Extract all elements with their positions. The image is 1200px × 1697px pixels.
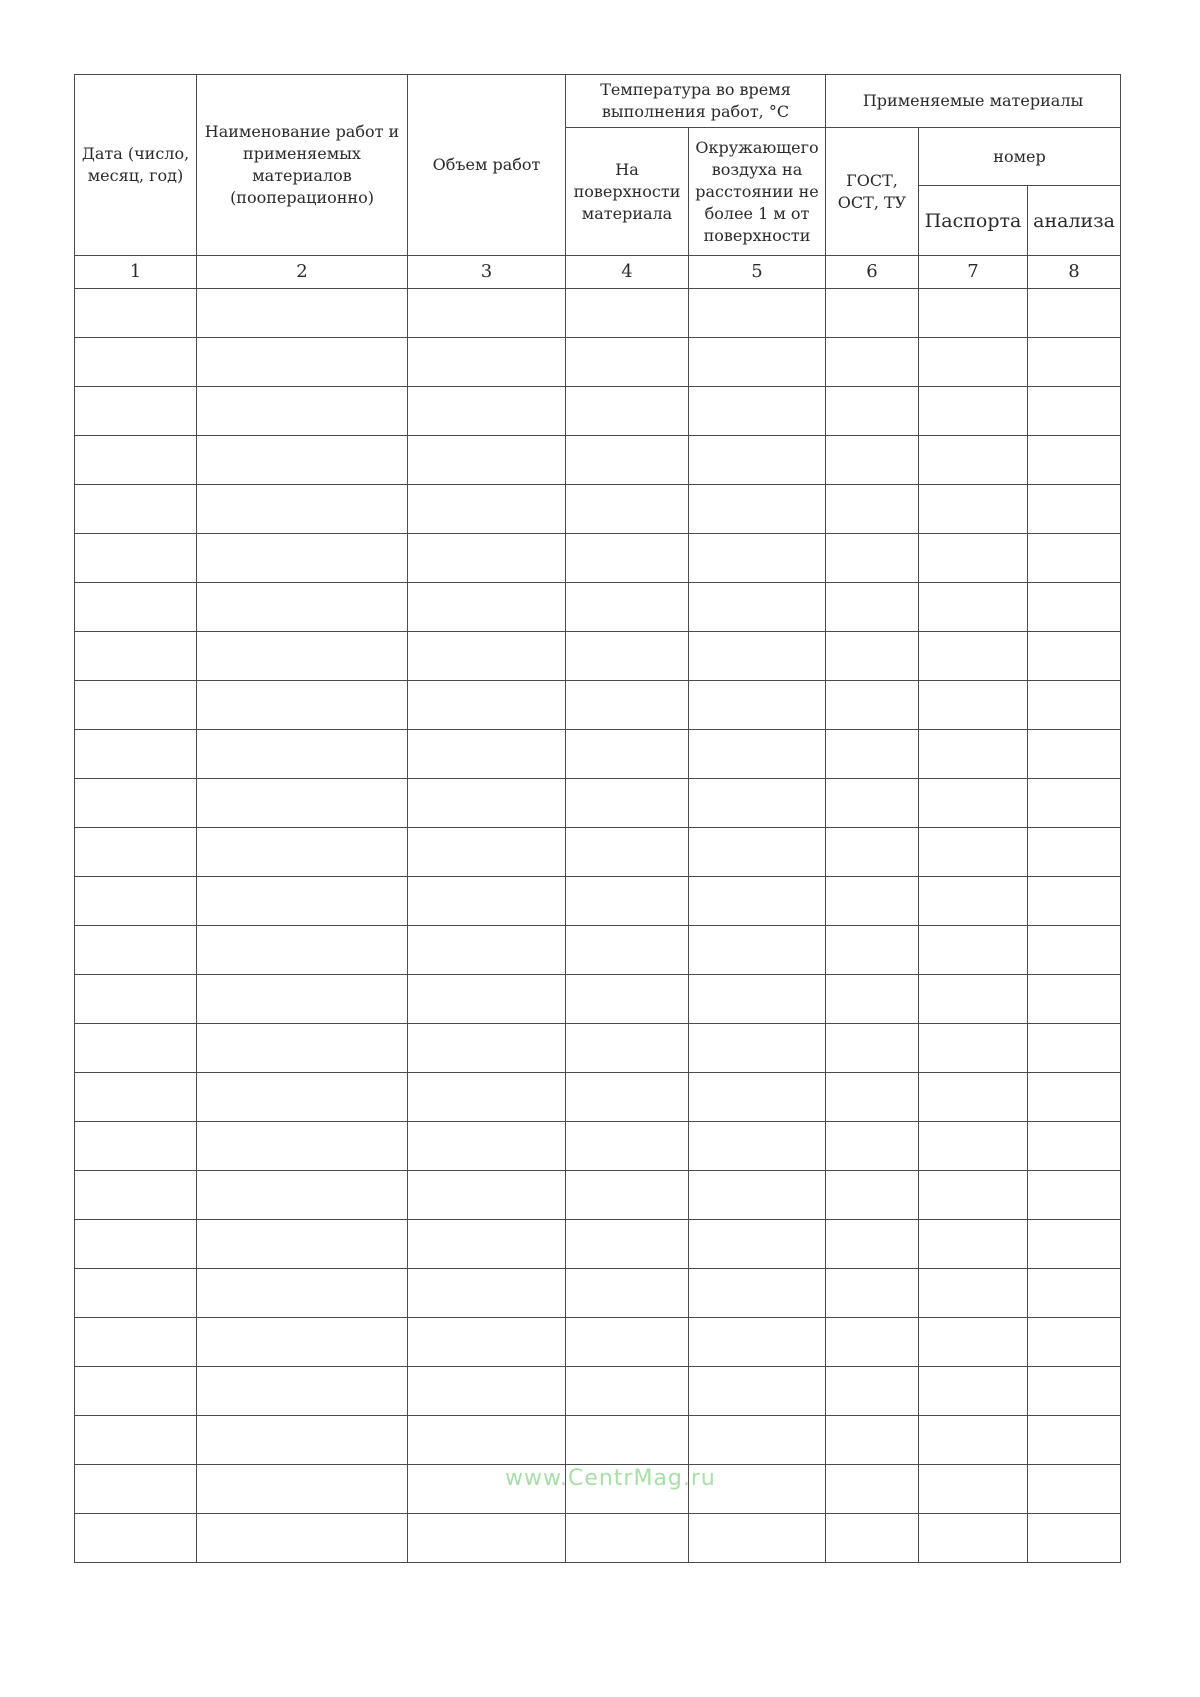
table-cell[interactable] — [826, 681, 919, 730]
table-cell[interactable] — [826, 1220, 919, 1269]
table-cell[interactable] — [197, 975, 408, 1024]
table-cell[interactable] — [1028, 828, 1121, 877]
table-row — [75, 1416, 1121, 1465]
table-cell[interactable] — [826, 1073, 919, 1122]
table-cell[interactable] — [689, 1122, 826, 1171]
table-cell[interactable] — [75, 681, 197, 730]
table-cell[interactable] — [919, 534, 1028, 583]
table-cell[interactable] — [826, 583, 919, 632]
table-cell[interactable] — [75, 583, 197, 632]
table-cell[interactable] — [408, 926, 566, 975]
header-materials-group: Применяемые материалы — [826, 75, 1121, 128]
table-cell[interactable] — [408, 681, 566, 730]
table-cell[interactable] — [197, 1220, 408, 1269]
table-cell[interactable] — [408, 436, 566, 485]
table-cell[interactable] — [566, 1171, 689, 1220]
table-cell[interactable] — [566, 583, 689, 632]
table-cell[interactable] — [919, 338, 1028, 387]
table-cell[interactable] — [826, 926, 919, 975]
table-cell[interactable] — [408, 1171, 566, 1220]
table-row — [75, 583, 1121, 632]
table-cell[interactable] — [919, 1465, 1028, 1514]
table-row — [75, 436, 1121, 485]
header-surface-temperature: На поверхности материала — [566, 128, 689, 256]
table-cell[interactable] — [919, 1220, 1028, 1269]
table-cell[interactable] — [408, 730, 566, 779]
table-cell[interactable] — [408, 1122, 566, 1171]
table-cell[interactable] — [197, 1171, 408, 1220]
table-cell[interactable] — [566, 1318, 689, 1367]
table-cell[interactable] — [919, 1269, 1028, 1318]
table-cell[interactable] — [1028, 387, 1121, 436]
table-cell[interactable] — [1028, 1465, 1121, 1514]
table-cell[interactable] — [408, 1416, 566, 1465]
table-cell[interactable] — [197, 1465, 408, 1514]
header-ambient-temperature: Окружающего воздуха на расстоянии не более 1 м от поверхности — [689, 128, 826, 256]
table-cell[interactable] — [75, 1269, 197, 1318]
table-cell[interactable] — [919, 926, 1028, 975]
table-cell[interactable] — [408, 534, 566, 583]
table-cell[interactable] — [75, 1220, 197, 1269]
table-cell[interactable] — [197, 485, 408, 534]
table-cell[interactable] — [826, 1514, 919, 1563]
table-cell[interactable] — [566, 436, 689, 485]
header-work-name: Наименование работ и применяемых материалов (пооперационно) — [197, 75, 408, 256]
table-cell[interactable] — [689, 1318, 826, 1367]
table-cell[interactable] — [1028, 436, 1121, 485]
table-cell[interactable] — [1028, 485, 1121, 534]
table-cell[interactable] — [75, 387, 197, 436]
table-row — [75, 1024, 1121, 1073]
column-number: 3 — [408, 256, 566, 289]
table-cell[interactable] — [1028, 975, 1121, 1024]
table-cell[interactable] — [1028, 632, 1121, 681]
table-cell[interactable] — [197, 583, 408, 632]
table-cell[interactable] — [826, 1367, 919, 1416]
table-cell[interactable] — [919, 975, 1028, 1024]
table-cell[interactable] — [197, 436, 408, 485]
column-number: 6 — [826, 256, 919, 289]
table-cell[interactable] — [75, 534, 197, 583]
table-cell[interactable] — [826, 828, 919, 877]
table-cell[interactable] — [75, 1465, 197, 1514]
watermark: www.CentrMag.ru — [505, 1466, 716, 1491]
table-row — [75, 1073, 1121, 1122]
table-cell[interactable] — [408, 1220, 566, 1269]
table-cell[interactable] — [408, 1024, 566, 1073]
table-cell[interactable] — [566, 1367, 689, 1416]
table-cell[interactable] — [919, 436, 1028, 485]
table-cell[interactable] — [566, 1416, 689, 1465]
table-cell[interactable] — [689, 926, 826, 975]
table-cell[interactable] — [919, 1171, 1028, 1220]
table-cell[interactable] — [566, 1073, 689, 1122]
table-cell[interactable] — [826, 632, 919, 681]
table-row — [75, 387, 1121, 436]
table-cell[interactable] — [1028, 1318, 1121, 1367]
table-cell[interactable] — [919, 632, 1028, 681]
table-cell[interactable] — [566, 485, 689, 534]
table-cell[interactable] — [689, 436, 826, 485]
table-cell[interactable] — [1028, 730, 1121, 779]
table-cell[interactable] — [75, 485, 197, 534]
table-cell[interactable] — [1028, 681, 1121, 730]
table-cell[interactable] — [408, 289, 566, 338]
table-cell[interactable] — [689, 975, 826, 1024]
table-cell[interactable] — [689, 877, 826, 926]
table-cell[interactable] — [197, 681, 408, 730]
table-cell[interactable] — [826, 436, 919, 485]
table-cell[interactable] — [566, 632, 689, 681]
table-cell[interactable] — [75, 828, 197, 877]
table-cell[interactable] — [919, 1024, 1028, 1073]
table-cell[interactable] — [197, 387, 408, 436]
table-cell[interactable] — [919, 1367, 1028, 1416]
table-cell[interactable] — [197, 1024, 408, 1073]
table-row — [75, 681, 1121, 730]
table-row — [75, 1269, 1121, 1318]
table-cell[interactable] — [408, 1514, 566, 1563]
table-cell[interactable] — [566, 926, 689, 975]
table-cell[interactable] — [689, 730, 826, 779]
table-cell[interactable] — [689, 338, 826, 387]
table-cell[interactable] — [919, 779, 1028, 828]
column-number: 8 — [1028, 256, 1121, 289]
table-cell[interactable] — [919, 877, 1028, 926]
table-row — [75, 1122, 1121, 1171]
table-cell[interactable] — [75, 632, 197, 681]
column-number: 7 — [919, 256, 1028, 289]
table-cell[interactable] — [1028, 1367, 1121, 1416]
table-cell[interactable] — [919, 1416, 1028, 1465]
table-cell[interactable] — [75, 1122, 197, 1171]
table-cell[interactable] — [197, 926, 408, 975]
table-cell[interactable] — [408, 485, 566, 534]
table-cell[interactable] — [197, 534, 408, 583]
table-cell[interactable] — [919, 1122, 1028, 1171]
table-cell[interactable] — [566, 975, 689, 1024]
table-row — [75, 289, 1121, 338]
table-row — [75, 485, 1121, 534]
table-cell[interactable] — [1028, 1514, 1121, 1563]
table-cell[interactable] — [919, 583, 1028, 632]
table-row — [75, 926, 1121, 975]
table-cell[interactable] — [826, 534, 919, 583]
table-cell[interactable] — [1028, 289, 1121, 338]
table-cell[interactable] — [566, 1024, 689, 1073]
table-cell[interactable] — [75, 1171, 197, 1220]
table-cell[interactable] — [1028, 534, 1121, 583]
table-row — [75, 1220, 1121, 1269]
table-cell[interactable] — [826, 1465, 919, 1514]
table-cell[interactable] — [566, 289, 689, 338]
table-cell[interactable] — [689, 1024, 826, 1073]
table-row — [75, 338, 1121, 387]
table-cell[interactable] — [826, 975, 919, 1024]
table-cell[interactable] — [408, 779, 566, 828]
table-cell[interactable] — [919, 1073, 1028, 1122]
table-cell[interactable] — [919, 289, 1028, 338]
table-cell[interactable] — [689, 1269, 826, 1318]
header-standard: ГОСТ, ОСТ, ТУ — [826, 128, 919, 256]
table-cell[interactable] — [566, 681, 689, 730]
table-cell[interactable] — [826, 338, 919, 387]
table-cell[interactable] — [197, 289, 408, 338]
table-cell[interactable] — [197, 1073, 408, 1122]
table-cell[interactable] — [75, 338, 197, 387]
table-cell[interactable] — [689, 1367, 826, 1416]
table-cell[interactable] — [826, 1416, 919, 1465]
column-number: 2 — [197, 256, 408, 289]
table-cell[interactable] — [197, 1122, 408, 1171]
table-cell[interactable] — [75, 289, 197, 338]
table-cell[interactable] — [75, 1073, 197, 1122]
table-cell[interactable] — [826, 1122, 919, 1171]
table-cell[interactable] — [408, 632, 566, 681]
table-cell[interactable] — [1028, 779, 1121, 828]
table-cell[interactable] — [566, 730, 689, 779]
table-cell[interactable] — [919, 828, 1028, 877]
table-cell[interactable] — [197, 730, 408, 779]
table-cell[interactable] — [826, 1318, 919, 1367]
table-cell[interactable] — [919, 1318, 1028, 1367]
table-cell[interactable] — [689, 289, 826, 338]
table-cell[interactable] — [826, 730, 919, 779]
column-number-row — [75, 256, 1121, 289]
table-cell[interactable] — [75, 1367, 197, 1416]
table-cell[interactable] — [1028, 1122, 1121, 1171]
table-cell[interactable] — [197, 828, 408, 877]
table-cell[interactable] — [689, 1171, 826, 1220]
header-analysis-number: анализа — [1028, 186, 1121, 256]
table-cell[interactable] — [75, 436, 197, 485]
table-cell[interactable] — [408, 1073, 566, 1122]
table-cell[interactable] — [408, 975, 566, 1024]
table-cell[interactable] — [566, 877, 689, 926]
table-cell[interactable] — [689, 534, 826, 583]
table-cell[interactable] — [566, 779, 689, 828]
table-cell[interactable] — [1028, 1024, 1121, 1073]
table-cell[interactable] — [689, 828, 826, 877]
table-cell[interactable] — [197, 877, 408, 926]
table-cell[interactable] — [1028, 1269, 1121, 1318]
table-cell[interactable] — [689, 387, 826, 436]
table-cell[interactable] — [919, 485, 1028, 534]
table-cell[interactable] — [566, 338, 689, 387]
table-row — [75, 1514, 1121, 1563]
table-cell[interactable] — [75, 779, 197, 828]
table-row — [75, 1171, 1121, 1220]
table-cell[interactable] — [919, 681, 1028, 730]
table-row — [75, 877, 1121, 926]
table-cell[interactable] — [1028, 1171, 1121, 1220]
table-row — [75, 828, 1121, 877]
table-cell[interactable] — [1028, 926, 1121, 975]
table-cell[interactable] — [408, 583, 566, 632]
table-cell[interactable] — [408, 828, 566, 877]
table-cell[interactable] — [75, 877, 197, 926]
table-cell[interactable] — [75, 1416, 197, 1465]
table-cell[interactable] — [75, 1024, 197, 1073]
table-cell[interactable] — [408, 1269, 566, 1318]
table-cell[interactable] — [689, 779, 826, 828]
table-cell[interactable] — [566, 1122, 689, 1171]
table-cell[interactable] — [919, 387, 1028, 436]
table-cell[interactable] — [689, 485, 826, 534]
table-cell[interactable] — [919, 1514, 1028, 1563]
table-cell[interactable] — [566, 1514, 689, 1563]
table-cell[interactable] — [197, 779, 408, 828]
table-row — [75, 730, 1121, 779]
table-cell[interactable] — [689, 583, 826, 632]
header-temperature-group: Температура во время выполнения работ, °С — [566, 75, 826, 128]
table-cell[interactable] — [826, 877, 919, 926]
table-row — [75, 534, 1121, 583]
column-number: 4 — [566, 256, 689, 289]
table-cell[interactable] — [566, 387, 689, 436]
table-cell[interactable] — [408, 338, 566, 387]
table-cell[interactable] — [1028, 583, 1121, 632]
table-cell[interactable] — [1028, 1416, 1121, 1465]
table-cell[interactable] — [826, 1171, 919, 1220]
table-cell[interactable] — [1028, 877, 1121, 926]
table-cell[interactable] — [689, 1514, 826, 1563]
table-cell[interactable] — [197, 1514, 408, 1563]
table-cell[interactable] — [566, 534, 689, 583]
table-cell[interactable] — [408, 877, 566, 926]
table-cell[interactable] — [689, 1220, 826, 1269]
table-cell[interactable] — [75, 1318, 197, 1367]
table-body — [75, 289, 1121, 1563]
table-cell[interactable] — [197, 1367, 408, 1416]
table-cell[interactable] — [197, 632, 408, 681]
table-cell[interactable] — [826, 387, 919, 436]
table-cell[interactable] — [689, 1073, 826, 1122]
table-cell[interactable] — [826, 1024, 919, 1073]
table-row — [75, 632, 1121, 681]
table-cell[interactable] — [75, 975, 197, 1024]
table-cell[interactable] — [1028, 1220, 1121, 1269]
table-cell[interactable] — [826, 289, 919, 338]
table-cell[interactable] — [408, 1318, 566, 1367]
table-row — [75, 975, 1121, 1024]
table-cell[interactable] — [75, 730, 197, 779]
table-row — [75, 1318, 1121, 1367]
header-volume: Объем работ — [408, 75, 566, 256]
table-cell[interactable] — [566, 1269, 689, 1318]
header-number-group: номер — [919, 128, 1121, 186]
table-cell[interactable] — [1028, 1073, 1121, 1122]
table-cell[interactable] — [566, 828, 689, 877]
table-cell[interactable] — [566, 1220, 689, 1269]
table-cell[interactable] — [826, 485, 919, 534]
table-cell[interactable] — [197, 1318, 408, 1367]
table-cell[interactable] — [689, 681, 826, 730]
table-cell[interactable] — [197, 1269, 408, 1318]
table-row — [75, 1367, 1121, 1416]
table-cell[interactable] — [826, 779, 919, 828]
table-cell[interactable] — [75, 926, 197, 975]
table-cell[interactable] — [197, 338, 408, 387]
table-cell[interactable] — [197, 1416, 408, 1465]
table-cell[interactable] — [408, 387, 566, 436]
column-number: 5 — [689, 256, 826, 289]
table-cell[interactable] — [919, 730, 1028, 779]
header-date: Дата (число, месяц, год) — [75, 75, 197, 256]
table-row — [75, 779, 1121, 828]
table-cell[interactable] — [408, 1367, 566, 1416]
work-log-table — [74, 74, 1121, 1563]
table-cell[interactable] — [826, 1269, 919, 1318]
table-cell[interactable] — [1028, 338, 1121, 387]
table-cell[interactable] — [75, 1514, 197, 1563]
column-number: 1 — [75, 256, 197, 289]
header-passport-number: Паспорта — [919, 186, 1028, 256]
table-cell[interactable] — [689, 1416, 826, 1465]
table-cell[interactable] — [689, 632, 826, 681]
